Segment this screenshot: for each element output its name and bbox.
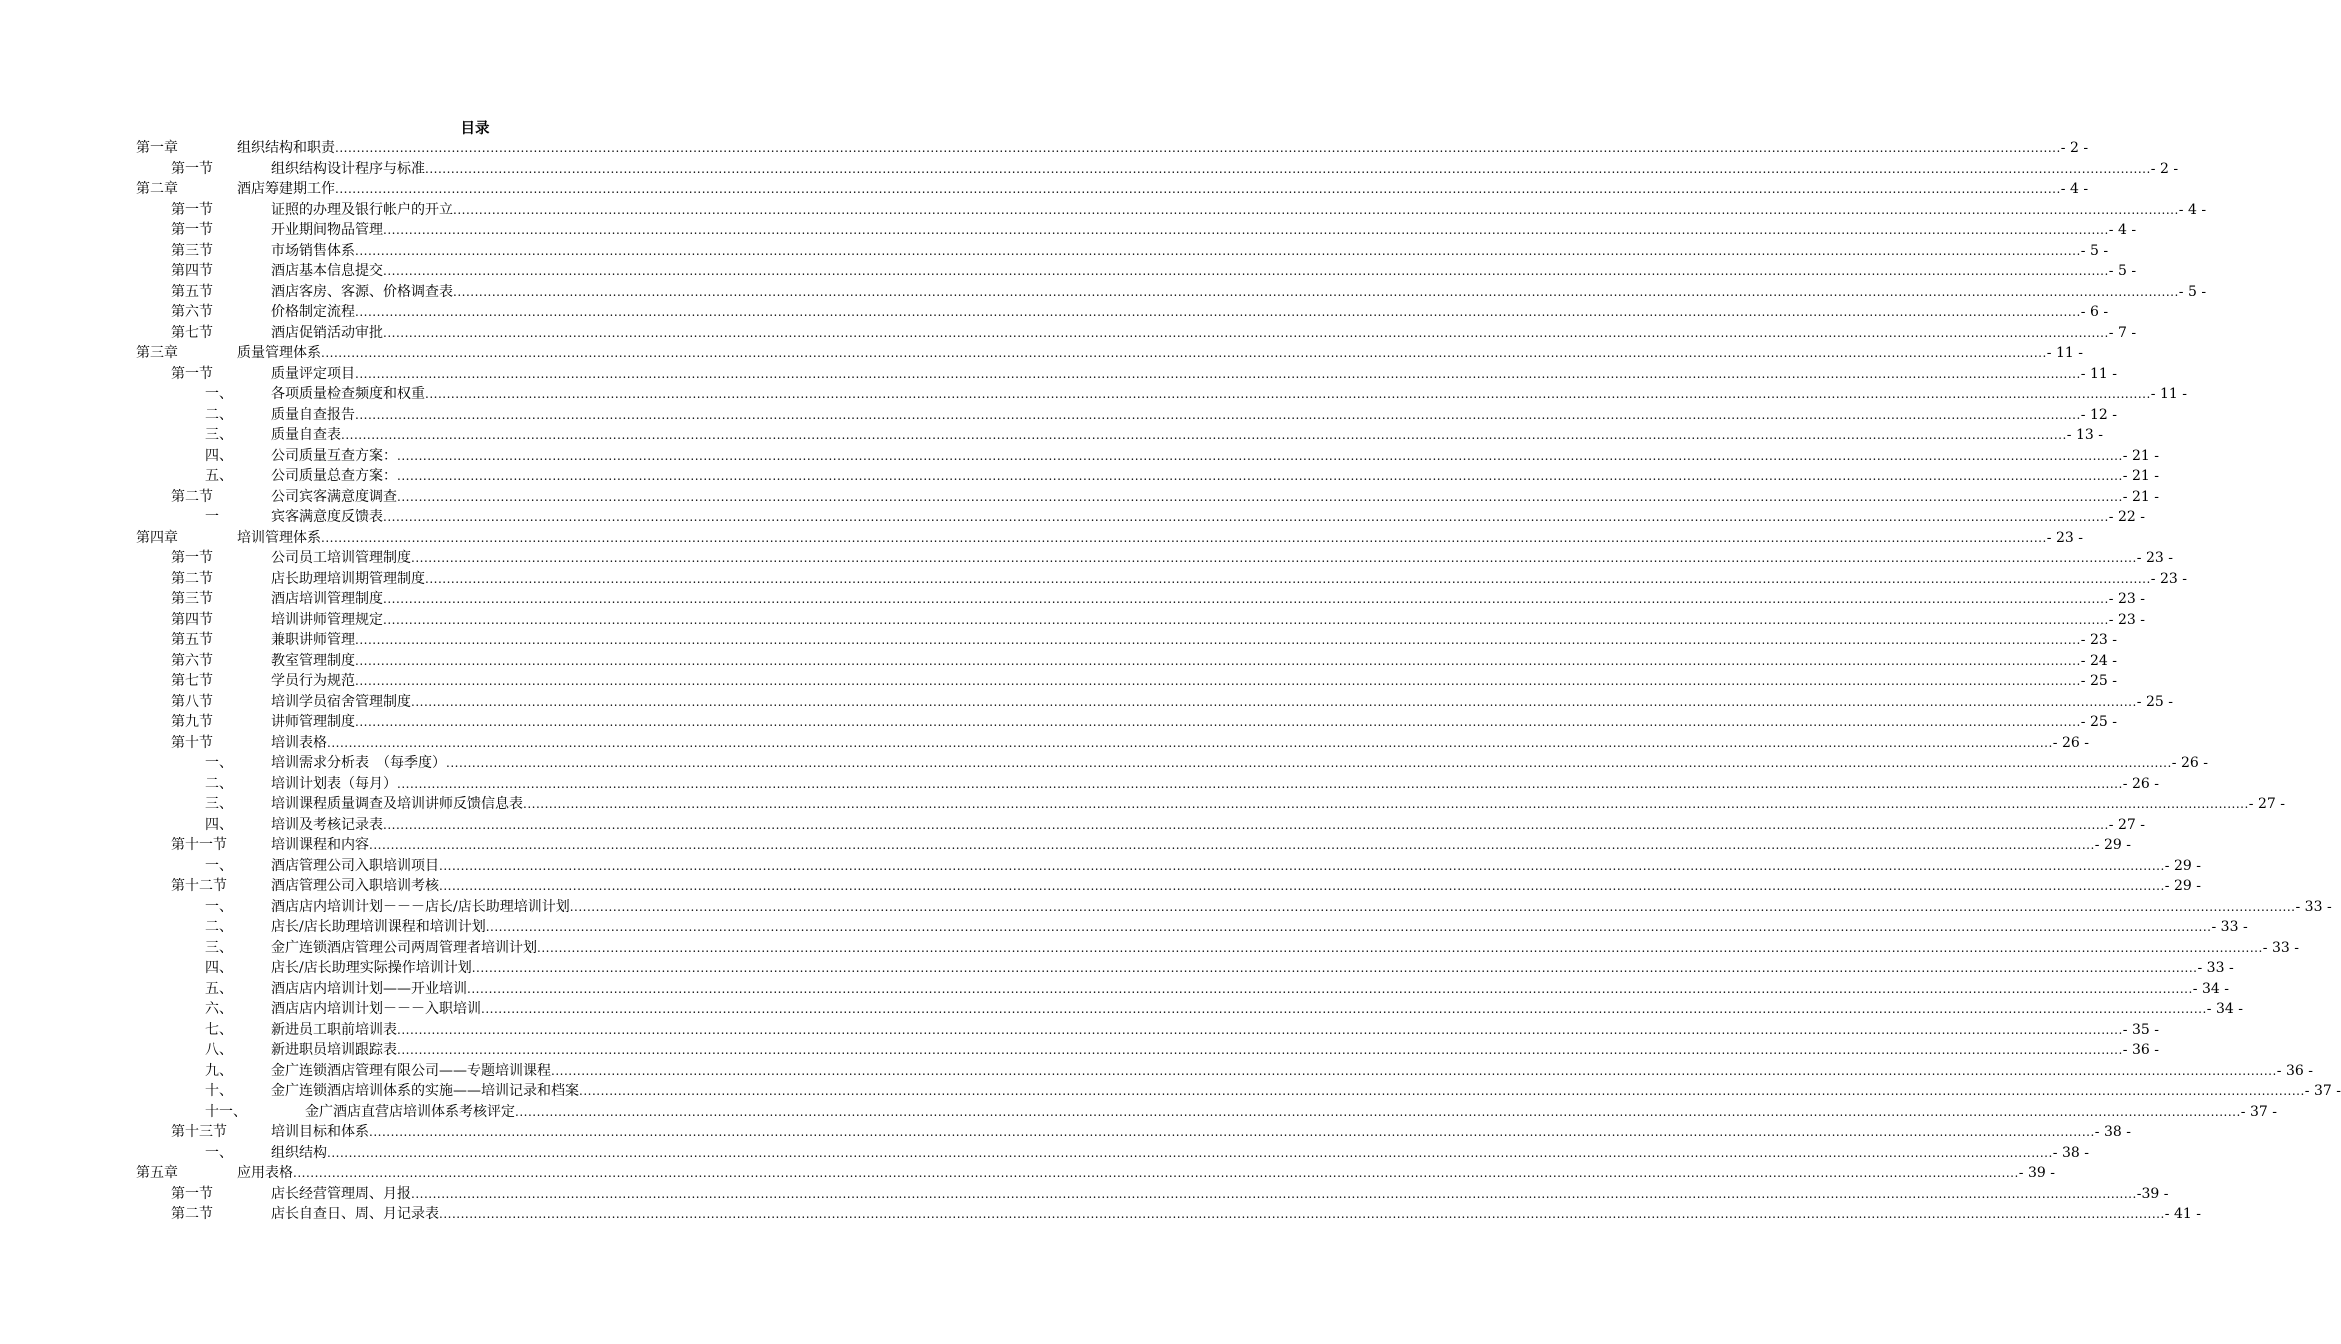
toc-entry-page: - 2 - <box>2150 160 2179 177</box>
toc-entry-page: - 4 - <box>2178 201 2207 218</box>
toc-entry[interactable] <box>0 958 2234 979</box>
toc-entry[interactable] <box>0 466 2159 487</box>
toc-leader-dots: ................................................................................................................................................................................................................................................................................................................................................................................................................ <box>551 1063 2277 1078</box>
toc-entry-number: 一、 <box>205 755 233 771</box>
toc-entry[interactable] <box>0 1061 2313 1082</box>
toc-entry-page: - 37 - <box>2304 1083 2341 1099</box>
toc-entry-title: 培训课程质量调查及培训讲师反馈信息表 <box>271 796 523 812</box>
toc-leader-dots: ................................................................................................................................................................................................................................................................................................................................................................................................................ <box>425 387 2151 401</box>
toc-leader-dots: ................................................................................................................................................................................................................................................................................................................................................................................................................ <box>467 981 2193 996</box>
toc-entry[interactable] <box>0 589 2145 610</box>
toc-leader-dots: ................................................................................................................................................................................................................................................................................................................................................................................................................ <box>523 797 2249 811</box>
toc-entry-title: 新进职员培训跟踪表 <box>271 1042 397 1058</box>
toc-entry-page: - 21 - <box>2122 488 2159 505</box>
toc-entry-page: - 4 - <box>2060 181 2089 197</box>
toc-entry[interactable] <box>0 1020 2159 1041</box>
toc-leader-dots: ................................................................................................................................................................................................................................................................................................................................................................................................................ <box>369 838 2095 852</box>
toc-entry-number: 第三节 <box>171 591 213 607</box>
toc-entry-page: - 33 - <box>2295 898 2332 915</box>
toc-entry-number: 第三节 <box>171 242 213 259</box>
toc-entry[interactable] <box>0 630 2117 651</box>
toc-entry-number: 二、 <box>205 775 233 792</box>
toc-entry-title: 店长经营管理周、月报 <box>271 1185 411 1202</box>
toc-leader-dots: ................................................................................................................................................................................................................................................................................................................................................................................................................ <box>439 879 2165 893</box>
toc-entry-number: 第四章 <box>136 529 178 546</box>
toc-entry-title: 培训课程和内容 <box>271 837 369 853</box>
toc-entry-number: 四、 <box>205 960 233 976</box>
toc-entry-title: 学员行为规范 <box>271 673 355 689</box>
toc-entry-page: - 38 - <box>2052 1144 2089 1161</box>
toc-entry-title: 公司质量互查方案： <box>271 447 397 464</box>
toc-entry[interactable] <box>0 1204 2201 1225</box>
toc-leader-dots: ................................................................................................................................................................................................................................................................................................................................................................................................................ <box>453 202 2179 217</box>
toc-leader-dots: ................................................................................................................................................................................................................................................................................................................................................................................................................ <box>383 592 2109 606</box>
toc-entry[interactable] <box>0 446 2159 467</box>
toc-leader-dots: ................................................................................................................................................................................................................................................................................................................................................................................................................ <box>355 243 2081 258</box>
toc-entry-number: 二、 <box>205 919 233 935</box>
toc-entry-page: - 39 - <box>2018 1165 2055 1181</box>
toc-leader-dots: ................................................................................................................................................................................................................................................................................................................................................................................................................ <box>471 961 2198 975</box>
toc-entry-number: 第二章 <box>136 181 178 197</box>
toc-entry-title: 金广连锁酒店管理公司两周管理者培训计划 <box>271 939 537 956</box>
toc-entry-number: 第四节 <box>171 611 213 628</box>
toc-entry-title: 宾客满意度反馈表 <box>271 509 383 525</box>
toc-leader-dots: ................................................................................................................................................................................................................................................................................................................................................................................................................ <box>369 1125 2095 1139</box>
toc-entry[interactable] <box>0 507 2145 528</box>
toc-entry-page: - 24 - <box>2080 652 2117 669</box>
toc-entry-title: 开业期间物品管理 <box>271 222 383 238</box>
toc-entry[interactable] <box>0 179 2089 200</box>
toc-entry-page: - 2 - <box>2060 140 2089 156</box>
toc-leader-dots: ................................................................................................................................................................................................................................................................................................................................................................................................................ <box>411 551 2137 565</box>
toc-entry-number: 八、 <box>205 1042 233 1058</box>
toc-entry-number: 十、 <box>205 1083 233 1099</box>
toc-entry-page: - 25 - <box>2136 693 2173 710</box>
toc-entry-title: 酒店管理公司入职培训考核 <box>271 878 439 894</box>
toc-entry[interactable] <box>0 712 2117 733</box>
toc-entry[interactable] <box>0 794 2285 815</box>
toc-leader-dots: ................................................................................................................................................................................................................................................................................................................................................................................................................ <box>321 346 2047 360</box>
toc-entry-title: 酒店店内培训计划－－－入职培训 <box>271 1001 481 1017</box>
toc-entry[interactable] <box>0 282 2207 303</box>
toc-entry-page: - 12 - <box>2080 406 2117 423</box>
toc-entry-page: - 33 - <box>2211 919 2248 935</box>
toc-entry-page: - 35 - <box>2122 1021 2159 1038</box>
toc-entry-number: 一、 <box>205 1144 233 1161</box>
toc-entry-number: 第二节 <box>171 488 213 505</box>
toc-entry-number: 第四节 <box>171 263 213 279</box>
toc-entry-number: 第七节 <box>171 673 213 689</box>
toc-entry-page: - 22 - <box>2108 509 2145 525</box>
toc-entry-page: - 33 - <box>2197 960 2234 976</box>
toc-entry-number: 第十二节 <box>171 878 227 894</box>
toc-entry-page: - 33 - <box>2262 939 2299 956</box>
toc-entry-title: 酒店促销活动审批 <box>271 324 383 341</box>
toc-leader-dots: ................................................................................................................................................................................................................................................................................................................................................................................................................ <box>397 489 2123 504</box>
toc-entry[interactable] <box>0 1040 2159 1061</box>
toc-entry-page: - 29 - <box>2164 878 2201 894</box>
toc-entry-title: 质量自查报告 <box>271 406 355 423</box>
toc-entry-number: 第十三节 <box>171 1124 227 1140</box>
toc-entry[interactable] <box>0 487 2159 508</box>
toc-entry-title: 酒店店内培训计划－－－店长/店长助理培训计划 <box>271 898 570 915</box>
toc-entry-number: 三、 <box>205 427 233 443</box>
toc-entry-number: 四、 <box>205 447 233 464</box>
toc-entry[interactable] <box>0 1184 2169 1205</box>
toc-entry[interactable] <box>0 548 2173 569</box>
toc-entry-page: - 21 - <box>2122 468 2159 484</box>
toc-leader-dots: ................................................................................................................................................................................................................................................................................................................................................................................................................ <box>327 1145 2053 1160</box>
toc-leader-dots: ................................................................................................................................................................................................................................................................................................................................................................................................................ <box>397 776 2123 791</box>
toc-entry-number: 第六节 <box>171 652 213 669</box>
toc-entry-number: 第一节 <box>171 201 213 218</box>
toc-entry[interactable] <box>0 159 2179 180</box>
toc-entry-title: 组织结构 <box>271 1144 327 1161</box>
toc-entry-page: - 6 - <box>2080 304 2109 320</box>
toc-leader-dots: ................................................................................................................................................................................................................................................................................................................................................................................................................ <box>439 858 2165 873</box>
toc-entry-number: 第九节 <box>171 714 213 730</box>
toc-entry[interactable] <box>0 815 2145 836</box>
toc-entry[interactable] <box>0 302 2109 323</box>
toc-leader-dots: ................................................................................................................................................................................................................................................................................................................................................................................................................ <box>293 1166 2019 1180</box>
toc-leader-dots: ................................................................................................................................................................................................................................................................................................................................................................................................................ <box>537 940 2263 955</box>
toc-entry-number: 五、 <box>205 980 233 997</box>
toc-leader-dots: ................................................................................................................................................................................................................................................................................................................................................................................................................ <box>335 141 2061 155</box>
toc-entry-number: 一、 <box>205 898 233 915</box>
toc-leader-dots: ................................................................................................................................................................................................................................................................................................................................................................................................................ <box>481 1002 2207 1016</box>
toc-entry-page: - 25 - <box>2080 673 2117 689</box>
toc-entry-title: 培训及考核记录表 <box>271 816 383 833</box>
toc-leader-dots: ................................................................................................................................................................................................................................................................................................................................................................................................................ <box>453 284 2179 299</box>
toc-entry-number: 第二节 <box>171 1206 213 1222</box>
toc-entry-title: 兼职讲师管理 <box>271 632 355 648</box>
toc-entry-title: 店长助理培训期管理制度 <box>271 570 425 587</box>
toc-leader-dots: ................................................................................................................................................................................................................................................................................................................................................................................................................ <box>383 510 2109 524</box>
toc-entry-title: 店长/店长助理实际操作培训计划 <box>271 960 472 976</box>
toc-entry-number: 一、 <box>205 386 233 402</box>
toc-entry-number: 三、 <box>205 796 233 812</box>
toc-entry[interactable] <box>0 384 2187 405</box>
toc-entry-title: 各项质量检查频度和权重 <box>271 386 425 402</box>
toc-entry-title: 酒店管理公司入职培训项目 <box>271 857 439 874</box>
toc-entry-title: 培训表格 <box>271 734 327 751</box>
toc-entry-page: - 36 - <box>2122 1042 2159 1058</box>
toc-entry-number: 一 <box>205 509 219 525</box>
toc-entry-title: 店长自查日、周、月记录表 <box>271 1206 439 1222</box>
toc-entry[interactable] <box>0 671 2117 692</box>
toc-entry[interactable] <box>0 261 2137 282</box>
toc-leader-dots: ................................................................................................................................................................................................................................................................................................................................................................................................................ <box>397 1022 2123 1037</box>
toc-leader-dots: ................................................................................................................................................................................................................................................................................................................................................................................................................ <box>411 694 2137 709</box>
toc-entry-page: -39 - <box>2136 1185 2169 1202</box>
toc-entry-page: - 5 - <box>2080 242 2109 259</box>
toc-entry-number: 第一节 <box>171 365 213 382</box>
toc-leader-dots: ................................................................................................................................................................................................................................................................................................................................................................................................................ <box>397 448 2123 463</box>
toc-entry[interactable] <box>0 835 2131 856</box>
toc-entry-number: 第一节 <box>171 550 213 566</box>
toc-leader-dots: ................................................................................................................................................................................................................................................................................................................................................................................................................ <box>383 612 2109 627</box>
toc-entry-title: 价格制定流程 <box>271 304 355 320</box>
toc-entry-title: 培训讲师管理规定 <box>271 611 383 628</box>
toc-leader-dots: ................................................................................................................................................................................................................................................................................................................................................................................................................ <box>327 735 2053 750</box>
toc-entry-page: - 23 - <box>2136 550 2173 566</box>
toc-entry-title: 证照的办理及银行帐户的开立 <box>271 201 453 218</box>
toc-entry-page: - 38 - <box>2094 1124 2131 1140</box>
toc-entry[interactable] <box>0 1122 2131 1143</box>
toc-leader-dots: ................................................................................................................................................................................................................................................................................................................................................................................................................ <box>355 407 2081 422</box>
toc-entry-title: 讲师管理制度 <box>271 714 355 730</box>
toc-entry[interactable] <box>0 1143 2089 1164</box>
toc-entry-page: - 5 - <box>2178 283 2207 300</box>
toc-entry[interactable] <box>0 569 2187 590</box>
toc-entry-number: 一、 <box>205 857 233 874</box>
toc-entry-title: 应用表格 <box>237 1165 293 1181</box>
toc-entry[interactable] <box>0 220 2137 241</box>
toc-entry-number: 九、 <box>205 1062 233 1079</box>
toc-entry[interactable] <box>0 938 2299 959</box>
toc-entry-page: - 37 - <box>2240 1103 2277 1120</box>
toc-entry-title: 培训计划表（每月） <box>271 775 397 792</box>
toc-entry[interactable] <box>0 1081 2341 1102</box>
toc-leader-dots: ................................................................................................................................................................................................................................................................................................................................................................................................................ <box>355 366 2081 381</box>
toc-entry-title: 店长/店长助理培训课程和培训计划 <box>271 919 486 935</box>
toc-entry[interactable] <box>0 241 2109 262</box>
toc-entry-title: 培训需求分析表 （每季度） <box>271 755 446 771</box>
toc-entry-title: 金广酒店直营店培训体系考核评定 <box>305 1103 515 1120</box>
toc-entry[interactable] <box>0 528 2083 549</box>
toc-entry-title: 培训管理体系 <box>237 529 321 546</box>
toc-entry-number: 第十一节 <box>171 837 227 853</box>
toc-entry-page: - 25 - <box>2080 714 2117 730</box>
toc-entry-number: 第七节 <box>171 324 213 341</box>
toc-entry-page: - 29 - <box>2164 857 2201 874</box>
toc-entry[interactable] <box>0 917 2248 938</box>
toc-entry-number: 第五节 <box>171 632 213 648</box>
toc-entry-title: 质量管理体系 <box>237 345 321 361</box>
toc-entry-page: - 7 - <box>2108 324 2137 341</box>
toc-entry-number: 五、 <box>205 468 233 484</box>
toc-leader-dots: ................................................................................................................................................................................................................................................................................................................................................................................................................ <box>397 469 2123 483</box>
toc-entry-title: 组织结构设计程序与标准 <box>271 160 425 177</box>
toc-entry-page: - 23 - <box>2108 591 2145 607</box>
toc-entry-number: 四、 <box>205 816 233 833</box>
toc-entry-title: 新进员工职前培训表 <box>271 1021 397 1038</box>
toc-entry-page: - 34 - <box>2206 1001 2243 1017</box>
toc-leader-dots: ................................................................................................................................................................................................................................................................................................................................................................................................................ <box>425 161 2151 176</box>
toc-entry-number: 第一节 <box>171 222 213 238</box>
toc-entry-title: 质量自查表 <box>271 427 341 443</box>
toc-leader-dots: ................................................................................................................................................................................................................................................................................................................................................................................................................ <box>383 264 2109 278</box>
toc-leader-dots: ................................................................................................................................................................................................................................................................................................................................................................................................................ <box>335 182 2061 196</box>
toc-entry-page: - 11 - <box>2080 365 2117 382</box>
toc-entry-page: - 23 - <box>2080 632 2117 648</box>
toc-entry-page: - 11 - <box>2150 386 2187 402</box>
toc-entry[interactable] <box>0 405 2117 426</box>
toc-entry[interactable] <box>0 1102 2277 1123</box>
toc-leader-dots: ................................................................................................................................................................................................................................................................................................................................................................................................................ <box>383 325 2109 340</box>
toc-entry-title: 酒店客房、客源、价格调查表 <box>271 283 453 300</box>
toc-entry-number: 第三章 <box>136 345 178 361</box>
toc-entry-number: 第一章 <box>136 140 178 156</box>
toc-title: 目录 <box>460 121 490 137</box>
toc-leader-dots: ................................................................................................................................................................................................................................................................................................................................................................................................................ <box>383 817 2109 832</box>
toc-entry-title: 公司员工培训管理制度 <box>271 550 411 566</box>
toc-leader-dots: ................................................................................................................................................................................................................................................................................................................................................................................................................ <box>411 1186 2137 1201</box>
toc-entry-page: - 27 - <box>2248 796 2285 812</box>
toc-entry-number: 第六节 <box>171 304 213 320</box>
toc-entry-number: 第一节 <box>171 160 213 177</box>
toc-leader-dots: ................................................................................................................................................................................................................................................................................................................................................................................................................ <box>446 756 2172 770</box>
toc-entry-page: - 29 - <box>2094 837 2131 853</box>
toc-entry[interactable] <box>0 343 2083 364</box>
toc-entry-page: - 13 - <box>2066 427 2103 443</box>
toc-entry-page: - 23 - <box>2108 611 2145 628</box>
toc-leader-dots: ................................................................................................................................................................................................................................................................................................................................................................................................................ <box>321 530 2047 545</box>
toc-leader-dots: ................................................................................................................................................................................................................................................................................................................................................................................................................ <box>341 428 2067 442</box>
toc-entry[interactable] <box>0 876 2201 897</box>
toc-entry-page: - 21 - <box>2122 447 2159 464</box>
toc-entry[interactable] <box>0 979 2229 1000</box>
toc-entry-number: 第十节 <box>171 734 213 751</box>
toc-entry[interactable] <box>0 138 2089 159</box>
toc-entry-page: - 27 - <box>2108 816 2145 833</box>
toc-leader-dots: ................................................................................................................................................................................................................................................................................................................................................................................................................ <box>397 1043 2123 1057</box>
toc-entry-page: - 26 - <box>2052 734 2089 751</box>
toc-entry-number: 第二节 <box>171 570 213 587</box>
toc-leader-dots: ................................................................................................................................................................................................................................................................................................................................................................................................................ <box>579 1084 2305 1098</box>
toc-leader-dots: ................................................................................................................................................................................................................................................................................................................................................................................................................ <box>485 920 2212 934</box>
toc-entry[interactable] <box>0 200 2207 221</box>
toc-entry-number: 十一、 <box>205 1103 247 1120</box>
toc-entry-page: - 4 - <box>2108 222 2137 238</box>
toc-leader-dots: ................................................................................................................................................................................................................................................................................................................................................................................................................ <box>425 571 2151 586</box>
toc-entry[interactable] <box>0 753 2208 774</box>
toc-entry-title: 金广连锁酒店管理有限公司——专题培训课程 <box>271 1062 551 1079</box>
toc-entry[interactable] <box>0 733 2089 754</box>
toc-entry-number: 第五章 <box>136 1165 178 1181</box>
toc-entry-title: 培训学员宿舍管理制度 <box>271 693 411 710</box>
toc-entry[interactable] <box>0 999 2243 1020</box>
toc-entry[interactable] <box>0 897 2332 918</box>
toc-leader-dots: ................................................................................................................................................................................................................................................................................................................................................................................................................ <box>383 223 2109 237</box>
toc-entry[interactable] <box>0 651 2117 672</box>
toc-entry-title: 教室管理制度 <box>271 652 355 669</box>
toc-entry-title: 酒店筹建期工作 <box>237 181 335 197</box>
toc-entry-page: - 23 - <box>2150 570 2187 587</box>
toc-entry-page: - 5 - <box>2108 263 2137 279</box>
toc-entry[interactable] <box>0 692 2173 713</box>
toc-leader-dots: ................................................................................................................................................................................................................................................................................................................................................................................................................ <box>515 1104 2241 1119</box>
toc-entry-page: - 34 - <box>2192 980 2229 997</box>
toc-entry-title: 酒店店内培训计划——开业培训 <box>271 980 467 997</box>
toc-entry-page: - 23 - <box>2046 529 2083 546</box>
toc-entry[interactable] <box>0 610 2145 631</box>
toc-entry-number: 第五节 <box>171 283 213 300</box>
toc-entry-number: 第八节 <box>171 693 213 710</box>
toc-leader-dots: ................................................................................................................................................................................................................................................................................................................................................................................................................ <box>355 674 2081 688</box>
toc-entry-number: 六、 <box>205 1001 233 1017</box>
toc-entry-page: - 36 - <box>2276 1062 2313 1079</box>
toc-entry-title: 培训目标和体系 <box>271 1124 369 1140</box>
toc-entry-title: 酒店基本信息提交 <box>271 263 383 279</box>
toc-entry-title: 金广连锁酒店培训体系的实施——培训记录和档案 <box>271 1083 579 1099</box>
toc-entry-number: 第一节 <box>171 1185 213 1202</box>
toc-entry-title: 质量评定项目 <box>271 365 355 382</box>
toc-entry[interactable] <box>0 856 2201 877</box>
toc-entry[interactable] <box>0 323 2137 344</box>
toc-entry[interactable] <box>0 364 2117 385</box>
toc-entry-number: 二、 <box>205 406 233 423</box>
toc-leader-dots: ................................................................................................................................................................................................................................................................................................................................................................................................................ <box>355 653 2081 668</box>
toc-leader-dots: ................................................................................................................................................................................................................................................................................................................................................................................................................ <box>355 715 2081 729</box>
toc-leader-dots: ................................................................................................................................................................................................................................................................................................................................................................................................................ <box>355 305 2081 319</box>
toc-entry-page: - 26 - <box>2122 775 2159 792</box>
toc-entry[interactable] <box>0 1163 2055 1184</box>
toc-entry-title: 公司宾客满意度调查 <box>271 488 397 505</box>
toc-entry[interactable] <box>0 774 2159 795</box>
toc-leader-dots: ................................................................................................................................................................................................................................................................................................................................................................................................................ <box>569 899 2296 914</box>
toc-entry-title: 公司质量总查方案： <box>271 468 397 484</box>
toc-entry-number: 七、 <box>205 1021 233 1038</box>
toc-entry-page: - 11 - <box>2046 345 2083 361</box>
toc-entry-page: - 26 - <box>2171 755 2208 771</box>
toc-entry-title: 酒店培训管理制度 <box>271 591 383 607</box>
toc-leader-dots: ................................................................................................................................................................................................................................................................................................................................................................................................................ <box>355 633 2081 647</box>
toc-entry-title: 组织结构和职责 <box>237 140 335 156</box>
toc-entry-number: 三、 <box>205 939 233 956</box>
toc-entry[interactable] <box>0 425 2103 446</box>
toc-leader-dots: ................................................................................................................................................................................................................................................................................................................................................................................................................ <box>439 1207 2165 1221</box>
toc-entry-page: - 41 - <box>2164 1206 2201 1222</box>
toc-entry-title: 市场销售体系 <box>271 242 355 259</box>
